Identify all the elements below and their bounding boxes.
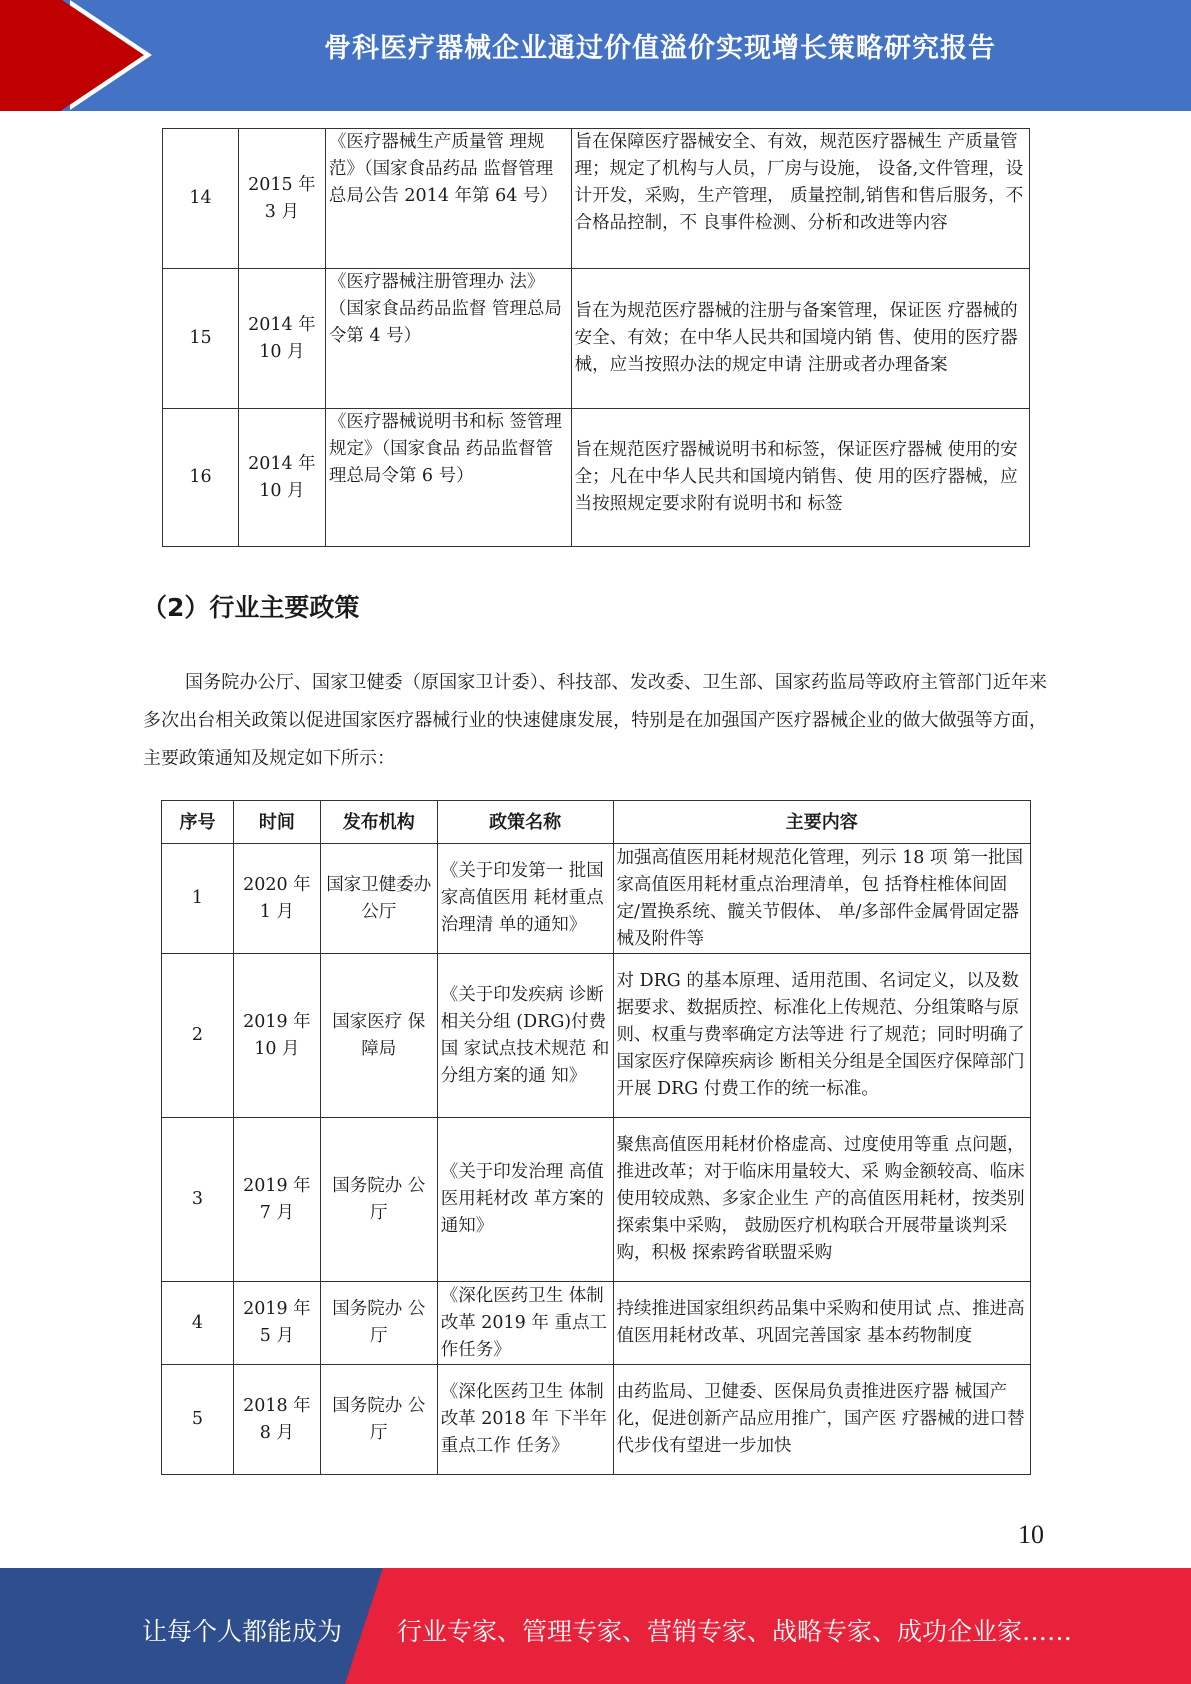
header-number: 序号	[162, 801, 234, 844]
row-content: 加强高值医用耗材规范化管理，列示 18 项 第一批国家高值医用耗材重点治理清单，包 括脊柱椎体间固定/置换系统、髋关节假体、 单/多部件金属骨固定器械及附件等	[613, 844, 1030, 954]
row-content: 旨在保障医疗器械安全、有效，规范医疗器械生 产质量管理；规定了机构与人员，厂房与设施， 设备,文件管理，设计开发，采购，生产管理， 质量控制,销售和售后服务，不合格品控制，不 良事件检测、分析和改进等内容	[571, 129, 1029, 269]
row-org: 国家卫健委办公厅	[320, 844, 437, 954]
table-row	[162, 1282, 1031, 1365]
row-org: 国家医疗 保障局	[320, 954, 437, 1118]
table-row	[163, 269, 1030, 409]
header-red-block	[0, 0, 62, 111]
table-row	[163, 129, 1030, 269]
table-row	[162, 1365, 1031, 1475]
row-number: 1	[162, 844, 234, 954]
footer-slogan-left: 让每个人都能成为	[142, 1617, 343, 1646]
row-policy-name: 《医疗器械说明书和标 签管理规定》（国家食品 药品监督管理总局令第 6 号）	[325, 409, 571, 547]
row-number: 2	[162, 954, 234, 1118]
row-policy-name: 《关于印发疾病 诊断相关分组 (DRG)付费国 家试点技术规范 和分组方案的通 知》	[437, 954, 613, 1118]
row-number: 5	[162, 1365, 234, 1475]
header-date: 时间	[233, 801, 320, 844]
header-org: 发布机构	[320, 801, 437, 844]
row-policy-name: 《医疗器械注册管理办 法》（国家食品药品监督 管理总局令第 4 号）	[325, 269, 571, 409]
row-date: 2014 年 10 月	[238, 409, 325, 547]
footer-slogan-right: 行业专家、管理专家、营销专家、战略专家、成功企业家……	[397, 1617, 1073, 1646]
row-org: 国务院办 公厅	[320, 1118, 437, 1282]
row-content: 旨在规范医疗器械说明书和标签，保证医疗器械 使用的安全；凡在中华人民共和国境内销售、使 用的医疗器械，应当按照规定要求附有说明书和 标签	[571, 409, 1029, 547]
header-policy-name: 政策名称	[437, 801, 613, 844]
table-row	[162, 844, 1031, 954]
policy-table	[161, 800, 1031, 1475]
row-policy-name: 《深化医药卫生 体制改革 2018 年 下半年重点工作 任务》	[437, 1365, 613, 1475]
row-number: 16	[163, 409, 239, 547]
row-content: 持续推进国家组织药品集中采购和使用试 点、推进高值医用耗材改革、巩固完善国家 基本药物制度	[613, 1282, 1030, 1365]
row-org: 国务院办 公厅	[320, 1282, 437, 1365]
section-title: （2）行业主要政策	[142, 593, 360, 622]
row-content: 聚焦高值医用耗材价格虚高、过度使用等重 点问题，推进改革；对于临床用量较大、采 购金额较高、临床使用较成熟、多家企业生 产的高值医用耗材，按类别探索集中采购， 鼓励医疗机构联合开展带量谈判采购，积极 探索跨省联盟采购	[613, 1118, 1030, 1282]
row-date: 2020 年 1 月	[233, 844, 320, 954]
report-title: 骨科医疗器械企业通过价值溢价实现增长策略研究报告	[324, 33, 996, 64]
row-date: 2019 年 5 月	[233, 1282, 320, 1365]
table-header-row	[162, 801, 1031, 844]
table-row	[162, 1118, 1031, 1282]
row-content: 由药监局、卫健委、医保局负责推进医疗器 械国产化，促进创新产品应用推广，国产医 疗器械的进口替代步伐有望进一步加快	[613, 1365, 1030, 1475]
row-number: 14	[163, 129, 239, 269]
row-policy-name: 《关于印发治理 高值医用耗材改 革方案的通知》	[437, 1118, 613, 1282]
intro-paragraph: 国务院办公厅、国家卫健委（原国家卫计委）、科技部、发改委、卫生部、国家药监局等政府主管部门近年来多次出台相关政策以促进国家医疗器械行业的快速健康发展，特别是在加强国产医疗器械企业的做大做强等方面，主要政策通知及规定如下所示：	[143, 672, 1047, 769]
row-date: 2019 年 10 月	[233, 954, 320, 1118]
table-row	[162, 954, 1031, 1118]
row-number: 15	[163, 269, 239, 409]
row-date: 2014 年 10 月	[238, 269, 325, 409]
row-date: 2019 年 7 月	[233, 1118, 320, 1282]
row-number: 3	[162, 1118, 234, 1282]
row-number: 4	[162, 1282, 234, 1365]
row-content: 旨在为规范医疗器械的注册与备案管理，保证医 疗器械的安全、有效；在中华人民共和国境内销 售、使用的医疗器械，应当按照办法的规定申请 注册或者办理备案	[571, 269, 1029, 409]
row-policy-name: 《医疗器械生产质量管 理规范》（国家食品药品 监督管理总局公告 2014 年第 64 号）	[325, 129, 571, 269]
row-date: 2015 年 3 月	[238, 129, 325, 269]
page-number: 10	[1018, 1520, 1044, 1549]
row-date: 2018 年 8 月	[233, 1365, 320, 1475]
table-row	[163, 409, 1030, 547]
row-org: 国务院办 公厅	[320, 1365, 437, 1475]
row-policy-name: 《深化医药卫生 体制改革 2019 年 重点工作任务》	[437, 1282, 613, 1365]
row-content: 对 DRG 的基本原理、适用范围、名词定义，以及数据要求、数据质控、标准化上传规范、分组策略与原则、权重与费率确定方法等进 行了规范；同时明确了国家医疗保障疾病诊 断相关分组是全国医疗保障部门开展 DRG 付费工作的统一标准。	[613, 954, 1030, 1118]
row-policy-name: 《关于印发第一 批国家高值医用 耗材重点治理清 单的通知》	[437, 844, 613, 954]
header-content: 主要内容	[613, 801, 1030, 844]
regulation-table	[162, 128, 1030, 547]
header-red-chevron	[62, 0, 144, 110]
